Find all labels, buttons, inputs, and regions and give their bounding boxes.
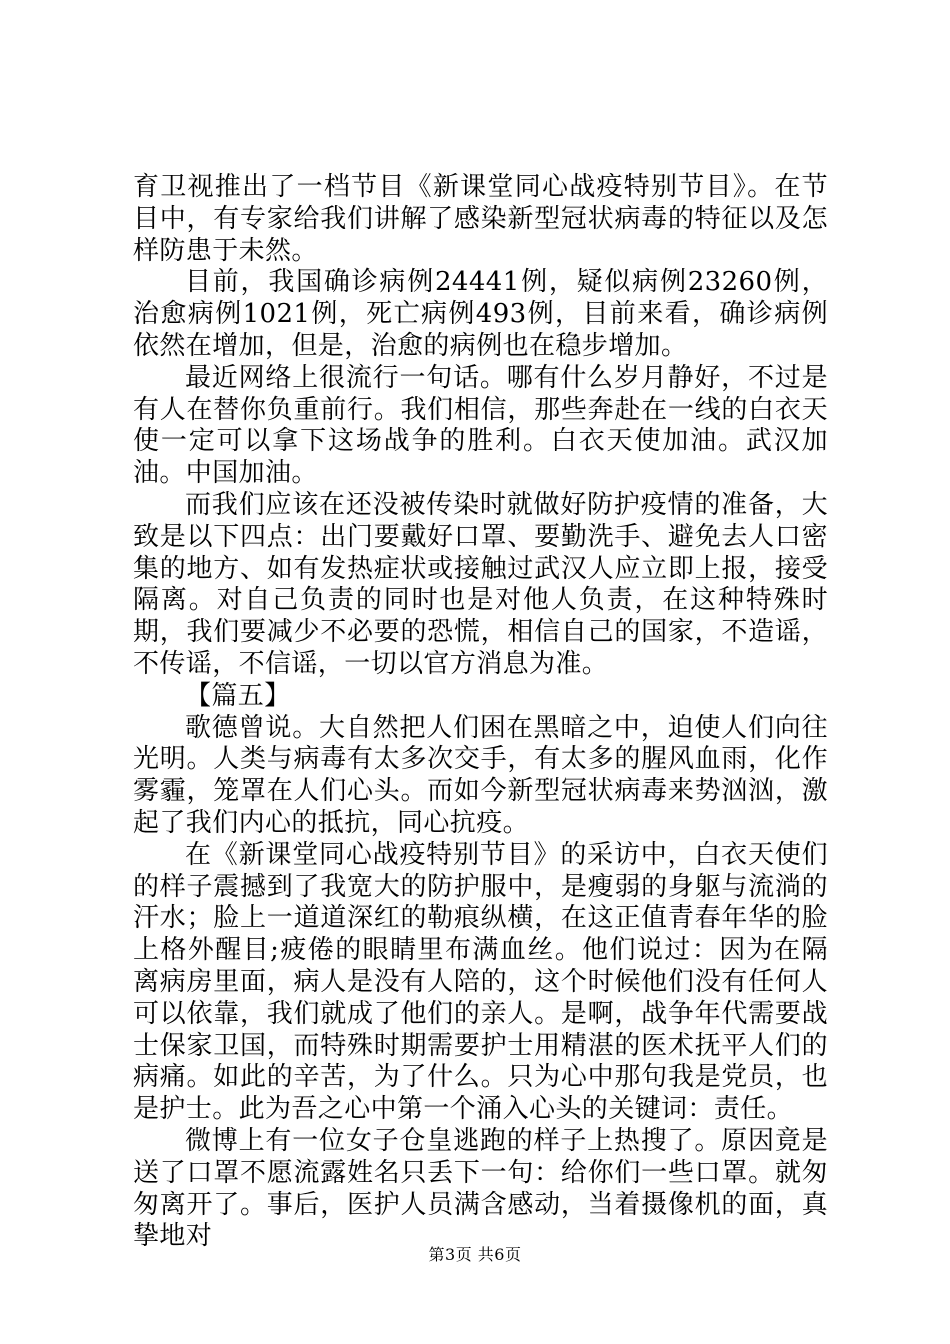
paragraph-6: 在《新课堂同心战疫特别节目》的采访中，白衣天使们的样子震撼到了我宽大的防护服中，是瘦弱的身躯与流淌的汗水；脸上一道道深红的勒痕纵横，在这正值青春年华的脸上格外醒目;疲倦的眼睛里布满血丝。他们说过：因为在隔离病房里面，病人是没有人陪的，这个时候他们没有任何人可以依靠，我们就成了他们的亲人。是啊，战争年代需要战士保家卫国，而特殊时期需要护士用精湛的医术抚平人们的病痛。如此的辛苦，为了什么。只为心中那句我是党员，也是护士。此为吾之心中第一个涌入心头的关键词：责任。: [133, 839, 828, 1125]
page-number-footer: 第3页 共6页: [428, 1245, 522, 1264]
section-heading: 【篇五】: [185, 680, 291, 711]
paragraph-7: 微博上有一位女子仓皇逃跑的样子上热搜了。原因竟是送了口罩不愿流露姓名只丢下一句：给你们一些口罩。就匆匆离开了。事后，医护人员满含感动，当着摄像机的面，真挚地对: [133, 1125, 828, 1252]
paragraph-2: 目前，我国确诊病例24441例，疑似病例23260例，治愈病例1021例，死亡病例493例，目前来看，确诊病例依然在增加，但是，治愈的病例也在稳步增加。: [133, 267, 828, 361]
paragraph-4: 而我们应该在还没被传染时就做好防护疫情的准备，大致是以下四点：出门要戴好口罩、要勤洗手、避免去人口密集的地方、如有发热症状或接触过武汉人应立即上报，接受隔离。对自己负责的同时也是对他人负责，在这种特殊时期，我们要减少不必要的恐慌，相信自己的国家，不造谣，不传谣，不信谣，一切以官方消息为准。: [133, 489, 828, 679]
document-body: [133, 172, 828, 1253]
paragraph-5: 歌德曾说。大自然把人们困在黑暗之中，迫使人们向往光明。人类与病毒有太多次交手，有太多的腥风血雨，化作雾霾，笼罩在人们心头。而如今新型冠状病毒来势汹汹，激起了我们内心的抵抗，同心抗疫。: [133, 712, 828, 838]
paragraph-1: 育卫视推出了一档节目《新课堂同心战疫特别节目》。在节目中，有专家给我们讲解了感染新型冠状病毒的特征以及怎样防患于未然。: [133, 172, 828, 266]
paragraph-3: 最近网络上很流行一句话。哪有什么岁月静好，不过是有人在替你负重前行。我们相信，那些奔赴在一线的白衣天使一定可以拿下这场战争的胜利。白衣天使加油。武汉加油。中国加油。: [133, 362, 828, 489]
